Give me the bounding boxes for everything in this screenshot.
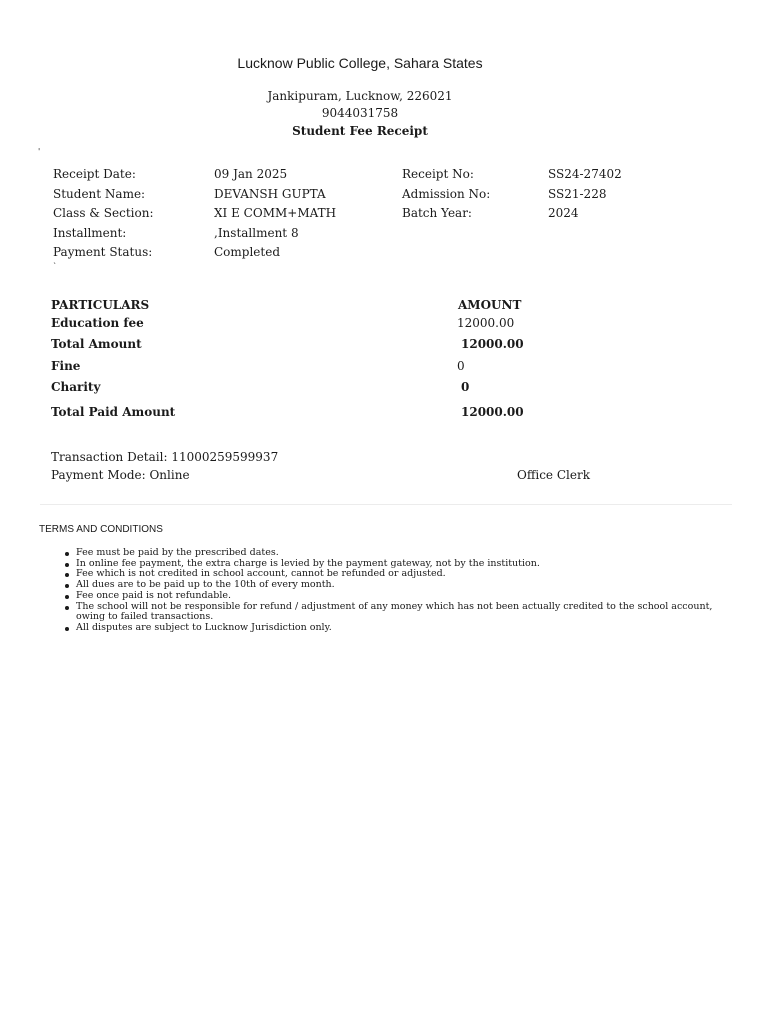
school-phone: 9044031758 — [321, 106, 399, 120]
decorative-mark: ' — [38, 147, 41, 156]
terms-item: In online fee payment, the extra charge is levied by the payment gateway, not by the institution. — [76, 559, 726, 570]
decorative-mark: ` — [53, 262, 57, 271]
receipt-title: Student Fee Receipt — [292, 124, 428, 138]
batch-year-value: 2024 — [548, 206, 579, 220]
terms-item: Fee which is not credited in school account, cannot be refunded or adjusted. — [76, 569, 726, 580]
batch-year-label: Batch Year: — [402, 206, 472, 220]
class-section-label: Class & Section: — [53, 206, 154, 220]
charity-label: Charity — [51, 380, 101, 394]
school-address: Jankipuram, Lucknow, 226021 — [267, 89, 453, 103]
installment-label: Installment: — [53, 226, 127, 240]
terms-title: TERMS AND CONDITIONS — [39, 524, 163, 535]
receipt-no-label: Receipt No: — [402, 167, 474, 181]
admission-no-label: Admission No: — [402, 187, 491, 201]
class-section-value: XI E COMM+MATH — [214, 206, 337, 220]
total-paid-amount: 12000.00 — [461, 405, 524, 419]
receipt-no-value: SS24-27402 — [548, 167, 622, 181]
total-amount-value: 12000.00 — [461, 337, 524, 351]
student-name-value: DEVANSH GUPTA — [214, 187, 326, 201]
education-fee-label: Education fee — [51, 316, 144, 330]
amount-header: AMOUNT — [458, 298, 522, 312]
particulars-header: PARTICULARS — [51, 298, 150, 312]
payment-mode: Payment Mode: Online — [51, 468, 190, 482]
receipt-date-value: 09 Jan 2025 — [214, 167, 288, 181]
terms-item: All disputes are subject to Lucknow Jurisdiction only. — [76, 623, 726, 634]
transaction-detail: Transaction Detail: 11000259599937 — [51, 450, 279, 464]
fine-amount: 0 — [457, 359, 465, 373]
terms-item: Fee once paid is not refundable. — [76, 591, 726, 602]
terms-item: The school will not be responsible for refund / adjustment of any money which has not been actually credited to the school account, owing to failed transactions. — [76, 602, 726, 623]
office-clerk-signature: Office Clerk — [517, 468, 590, 482]
terms-item: Fee must be paid by the prescribed dates. — [76, 548, 726, 559]
receipt-date-label: Receipt Date: — [53, 167, 136, 181]
terms-list — [76, 548, 726, 634]
admission-no-value: SS21-228 — [548, 187, 607, 201]
fine-label: Fine — [51, 359, 81, 373]
installment-value: ,Installment 8 — [214, 226, 299, 240]
education-fee-amount: 12000.00 — [457, 316, 515, 330]
divider — [40, 504, 732, 505]
terms-item: All dues are to be paid up to the 10th of every month. — [76, 580, 726, 591]
total-paid-label: Total Paid Amount — [51, 405, 176, 419]
school-name: Lucknow Public College, Sahara States — [237, 55, 483, 71]
student-name-label: Student Name: — [53, 187, 146, 201]
total-amount-label: Total Amount — [51, 337, 142, 351]
charity-amount: 0 — [461, 380, 470, 394]
payment-status-label: Payment Status: — [53, 245, 153, 259]
payment-status-value: Completed — [214, 245, 281, 259]
